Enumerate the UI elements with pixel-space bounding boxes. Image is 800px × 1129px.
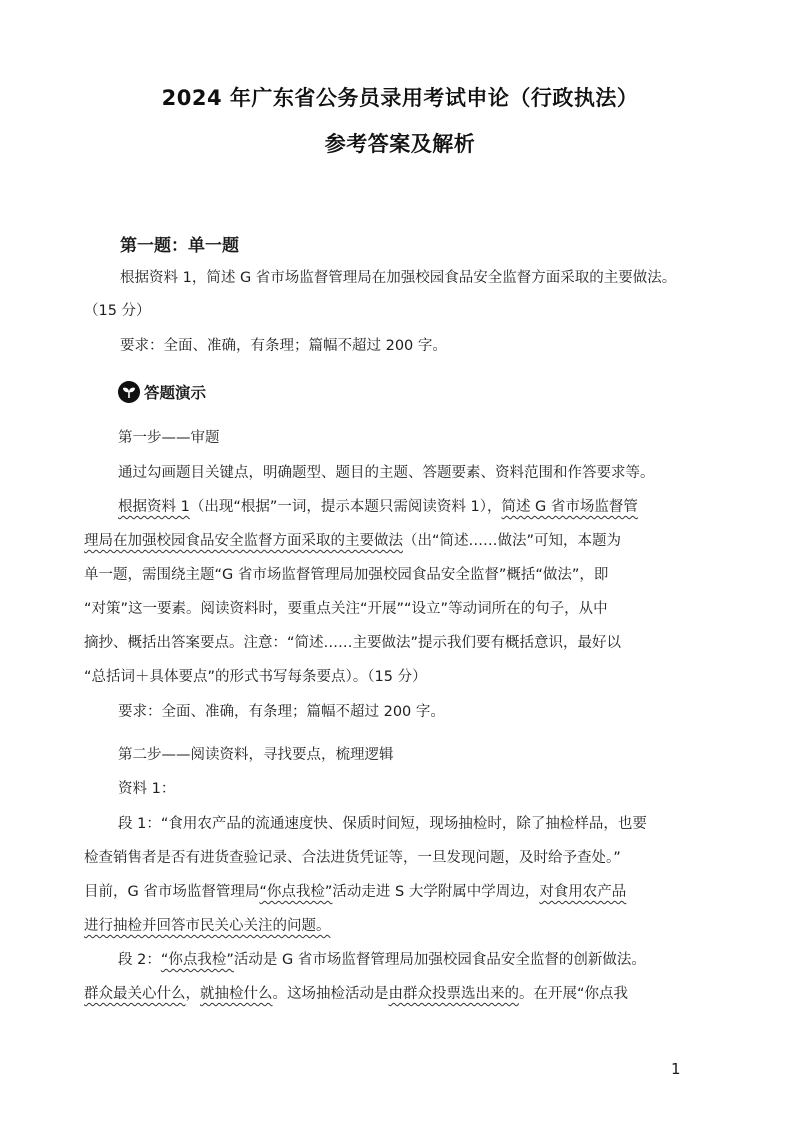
para2-line1: 段 2：“你点我检”活动是 G 省市场监督管理局加强校园食品安全监督的创新做法。 (118, 952, 646, 968)
underlined-phrase: 就抽检什么 (200, 986, 273, 1002)
para1-line1: 段 1：“食用农产品的流通速度快、保质时间短，现场抽检时，除了抽检样品，也要 (118, 816, 647, 832)
step1-title: 第一步——审题 (118, 430, 220, 446)
underlined-phrase: 理局在加强校园食品安全监督方面采取的主要做法 (84, 533, 403, 549)
step1-requirement: 要求：全面、准确，有条理；篇幅不超过 200 字。 (118, 704, 445, 720)
underlined-phrase: 对食用农产品 (539, 884, 627, 900)
underlined-phrase: “你点我检” (259, 884, 333, 900)
question-requirement: 要求：全面、准确，有条理；篇幅不超过 200 字。 (120, 338, 447, 354)
step1-line3: 理局在加强校园食品安全监督方面采取的主要做法（出“简述……做法”可知，本题为 (84, 533, 622, 549)
para1-line4 (84, 916, 331, 936)
underlined-phrase: 根据资料 1 (118, 499, 190, 515)
sprout-icon (118, 381, 140, 403)
document-subtitle: 参考答案及解析 (324, 132, 476, 156)
question-score: （15 分） (84, 303, 151, 319)
step1-line5: “对策”这一要素。阅读资料时，要重点关注“开展”“设立”等动词所在的句子，从中 (84, 601, 608, 617)
document-title: 2024 年广东省公务员录用考试申论（行政执法） (161, 86, 639, 110)
underlined-phrase: 进行抽检并回答市民关心关注的问题。 (84, 918, 331, 934)
question-heading: 第一题：单一题 (120, 236, 239, 256)
step2-title: 第二步——阅读资料，寻找要点，梳理逻辑 (118, 747, 394, 763)
question-prompt: 根据资料 1，简述 G 省市场监督管理局在加强校园食品安全监督方面采取的主要做法。 (120, 270, 677, 286)
para1-line2: 检查销售者是否有进货查验记录、合法进货凭证等，一旦发现问题，及时给予查处。” (84, 850, 621, 866)
underlined-phrase: “你点我检” (160, 952, 234, 968)
underlined-phrase: 群众最关心什么 (84, 986, 186, 1002)
demo-section-header (118, 381, 206, 403)
demo-label: 答题演示 (144, 384, 207, 402)
step1-line4: 单一题，需围绕主题“G 省市场监督管理局加强校园食品安全监督”概括“做法”，即 (84, 567, 609, 583)
para2-line2: 群众最关心什么，就抽检什么。这场抽检活动是由群众投票选出来的。在开展“你点我 (84, 986, 629, 1002)
step1-line1: 通过勾画题目关键点，明确题型、题目的主题、答题要素、资料范围和作答要求等。 (118, 465, 655, 481)
page-number: 1 (671, 1060, 681, 1078)
material-label: 资料 1： (118, 781, 176, 797)
step1-line6: 摘抄、概括出答案要点。注意：“简述……主要做法”提示我们要有概括意识，最好以 (84, 635, 622, 651)
step1-line2: 根据资料 1（出现“根据”一词，提示本题只需阅读资料 1），简述 G 省市场监督管 (118, 499, 638, 515)
underlined-phrase: 简述 G 省市场监督管 (501, 499, 638, 515)
para1-line3: 目前，G 省市场监督管理局“你点我检”活动走进 S 大学附属中学周边，对食用农产品 (84, 884, 627, 900)
step1-line7: “总括词＋具体要点”的形式书写每条要点）。（15 分） (84, 669, 427, 685)
underlined-phrase: 由群众投票选出来的 (388, 986, 519, 1002)
